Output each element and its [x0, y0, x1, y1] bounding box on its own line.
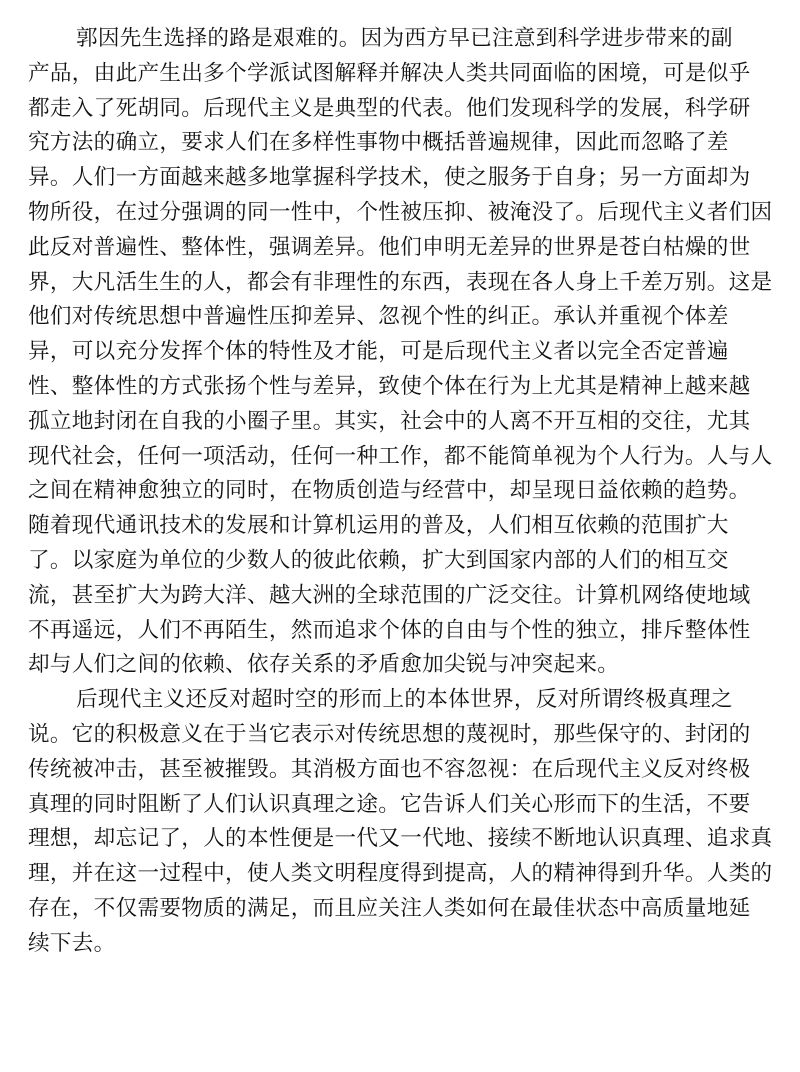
text-line: 了。以家庭为单位的少数人的彼此依赖，扩大到国家内部的人们的相互交 [28, 547, 729, 573]
text-line: 不再遥远，人们不再陌生，然而追求个体的自由与个性的独立，排斥整体性 [28, 617, 751, 643]
text-line: 之间在精神愈独立的同时，在物质创造与经营中，却呈现日益依赖的趋势。 [28, 478, 751, 504]
text-line: 却与人们之间的依赖、依存关系的矛盾愈加尖锐与冲突起来。 [28, 652, 620, 678]
text-line: 现代社会，任何一项活动，任何一种工作，都不能简单视为个人行为。人与人 [28, 443, 773, 469]
text-line: 后现代主义还反对超时空的形而上的本体世界，反对所谓终极真理之 [76, 687, 733, 713]
text-line: 异。人们一方面越来越多地掌握科学技术，使之服务于自身；另一方面却为 [28, 165, 751, 191]
text-line: 他们对传统思想中普遍性压抑差异、忽视个性的纠正。承认并重视个体差 [28, 304, 729, 330]
text-line: 异，可以充分发挥个体的特性及才能，可是后现代主义者以完全否定普遍 [28, 339, 729, 365]
text-line: 此反对普遍性、整体性，强调差异。他们申明无差异的世界是苍白枯燥的世 [28, 234, 751, 260]
text-line: 理想，却忘记了，人的本性便是一代又一代地、接续不断地认识真理、追求真 [28, 826, 773, 852]
text-line: 界，大凡活生生的人，都会有非理性的东西，表现在各人身上千差万别。这是 [28, 269, 773, 295]
text-line: 传统被冲击，甚至被摧毁。其消极方面也不容忽视：在后现代主义反对终极 [28, 756, 751, 782]
text-line: 都走入了死胡同。后现代主义是典型的代表。他们发现科学的发展，科学研 [28, 95, 751, 121]
text-line: 真理的同时阻断了人们认识真理之途。它告诉人们关心形而下的生活，不要 [28, 791, 751, 817]
text-line: 产品，由此产生出多个学派试图解释并解决人类共同面临的困境，可是似乎 [28, 60, 751, 86]
text-line: 物所役，在过分强调的同一性中，个性被压抑、被淹没了。后现代主义者们因 [28, 199, 773, 225]
text-line: 随着现代通讯技术的发展和计算机运用的普及，人们相互依赖的范围扩大 [28, 513, 729, 539]
text-line: 究方法的确立，要求人们在多样性事物中概括普遍规律，因此而忽略了差 [28, 130, 729, 156]
paragraph-2 [28, 683, 780, 961]
text-line: 郭因先生选择的路是艰难的。因为西方早已注意到科学进步带来的副 [76, 26, 733, 51]
text-line: 说。它的积极意义在于当它表示对传统思想的蔑视时，那些保守的、封闭的 [28, 721, 751, 747]
paragraph-1 [28, 22, 780, 683]
text-line: 存在，不仅需要物质的满足，而且应关注人类如何在最佳状态中高质量地延 [28, 895, 751, 921]
text-line: 流，甚至扩大为跨大洋、越大洲的全球范围的广泛交往。计算机网络使地域 [28, 582, 751, 608]
text-line: 性、整体性的方式张扬个性与差异，致使个体在行为上尤其是精神上越来越 [28, 373, 751, 399]
text-line: 理，并在这一过程中，使人类文明程度得到提高，人的精神得到升华。人类的 [28, 861, 773, 887]
text-line: 孤立地封闭在自我的小圈子里。其实，社会中的人离不开互相的交往，尤其 [28, 408, 751, 434]
text-line: 续下去。 [28, 930, 116, 956]
document-page [28, 22, 780, 962]
